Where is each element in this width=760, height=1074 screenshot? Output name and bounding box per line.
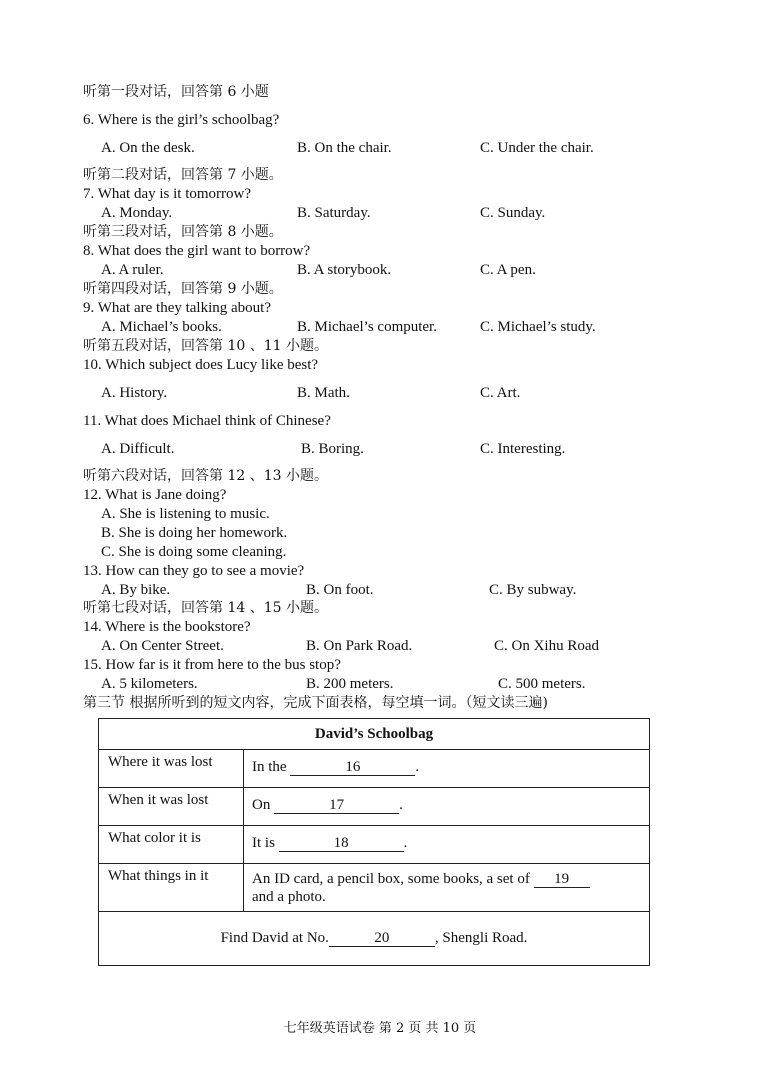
option-b: B. On Park Road. xyxy=(306,638,413,654)
question-14: 14. Where is the bookstore? xyxy=(83,619,251,635)
value-prefix: An ID card, a pencil box, some books, a set of xyxy=(252,871,530,887)
table-row xyxy=(99,788,650,826)
option-a: A. Monday. xyxy=(101,205,173,221)
section-instruction: 听第一段对话，回答第 6 小题 xyxy=(83,84,269,100)
option-a: A. On the desk. xyxy=(101,140,195,156)
option-c: C. A pen. xyxy=(480,262,536,278)
option-c: C. By subway. xyxy=(489,582,577,598)
section-instruction: 听第七段对话，回答第 14 、15 小题。 xyxy=(83,600,328,616)
answer-blank-18[interactable]: 18 xyxy=(279,835,404,852)
option-b: B. 200 meters. xyxy=(306,676,394,692)
value-suffix: . xyxy=(415,759,420,775)
section-instruction: 听第五段对话，回答第 10 、11 小题。 xyxy=(83,338,328,354)
row-label: What color it is xyxy=(99,826,244,864)
answer-blank-20[interactable]: 20 xyxy=(329,930,435,947)
value-suffix: , Shengli Road. xyxy=(434,930,528,946)
value-prefix: Find David at No. xyxy=(220,930,329,946)
value-suffix: . xyxy=(403,835,408,851)
answer-blank-16[interactable]: 16 xyxy=(290,759,415,776)
option-b: B. On foot. xyxy=(306,582,374,598)
question-7: 7. What day is it tomorrow? xyxy=(83,186,252,202)
option-a: A. Michael’s books. xyxy=(101,319,222,335)
section-instruction: 听第二段对话，回答第 7 小题。 xyxy=(83,167,283,183)
option-b: B. She is doing her homework. xyxy=(101,525,288,541)
page-footer: 七年级英语试卷 第 2 页 共 10 页 xyxy=(283,1021,477,1036)
option-c: C. Michael’s study. xyxy=(480,319,596,335)
answer-blank-19[interactable]: 19 xyxy=(534,871,590,888)
option-c: C. Interesting. xyxy=(480,441,566,457)
value-line2: and a photo. xyxy=(252,889,326,905)
option-c: C. On Xihu Road xyxy=(494,638,599,654)
option-a: A. Difficult. xyxy=(101,441,175,457)
option-c: C. Art. xyxy=(480,385,521,401)
option-b: B. Saturday. xyxy=(297,205,371,221)
option-a: A. By bike. xyxy=(101,582,171,598)
option-a: A. She is listening to music. xyxy=(101,506,270,522)
option-a: A. On Center Street. xyxy=(101,638,224,654)
question-9: 9. What are they talking about? xyxy=(83,300,271,316)
schoolbag-table xyxy=(98,718,650,966)
row-value xyxy=(244,750,650,788)
option-b: B. Michael’s computer. xyxy=(297,319,437,335)
row-value xyxy=(244,864,650,912)
option-c: C. Sunday. xyxy=(480,205,546,221)
option-c: C. Under the chair. xyxy=(480,140,594,156)
row-label: Where it was lost xyxy=(99,750,244,788)
table-footer-cell xyxy=(99,912,650,966)
row-value xyxy=(244,788,650,826)
option-a: A. A ruler. xyxy=(101,262,164,278)
table-title: David’s Schoolbag xyxy=(99,719,650,750)
question-13: 13. How can they go to see a movie? xyxy=(83,563,305,579)
part3-instruction: 第三节 根据所听到的短文内容，完成下面表格，每空填一词。（短文读三遍) xyxy=(83,695,548,711)
option-c: C. She is doing some cleaning. xyxy=(101,544,287,560)
row-label: When it was lost xyxy=(99,788,244,826)
option-a: A. History. xyxy=(101,385,168,401)
question-10: 10. Which subject does Lucy like best? xyxy=(83,357,319,373)
question-12: 12. What is Jane doing? xyxy=(83,487,227,503)
option-c: C. 500 meters. xyxy=(498,676,586,692)
answer-blank-17[interactable]: 17 xyxy=(274,797,399,814)
option-b: B. Math. xyxy=(297,385,350,401)
row-value xyxy=(244,826,650,864)
question-6: 6. Where is the girl’s schoolbag? xyxy=(83,112,280,128)
question-11: 11. What does Michael think of Chinese? xyxy=(83,413,331,429)
value-prefix: It is xyxy=(252,835,275,851)
option-b: B. On the chair. xyxy=(297,140,392,156)
option-b: B. A storybook. xyxy=(297,262,392,278)
question-8: 8. What does the girl want to borrow? xyxy=(83,243,311,259)
value-suffix: . xyxy=(399,797,403,813)
table-row xyxy=(99,864,650,912)
question-15: 15. How far is it from here to the bus stop? xyxy=(83,657,341,673)
value-prefix: In the xyxy=(252,759,287,775)
section-instruction: 听第六段对话，回答第 12 、13 小题。 xyxy=(83,468,328,484)
section-instruction: 听第四段对话，回答第 9 小题。 xyxy=(83,281,283,297)
value-prefix: On xyxy=(252,797,271,813)
table-row xyxy=(99,750,650,788)
option-b: B. Boring. xyxy=(301,441,364,457)
row-label: What things in it xyxy=(99,864,244,912)
section-instruction: 听第三段对话，回答第 8 小题。 xyxy=(83,224,283,240)
option-a: A. 5 kilometers. xyxy=(101,676,198,692)
table-row xyxy=(99,826,650,864)
